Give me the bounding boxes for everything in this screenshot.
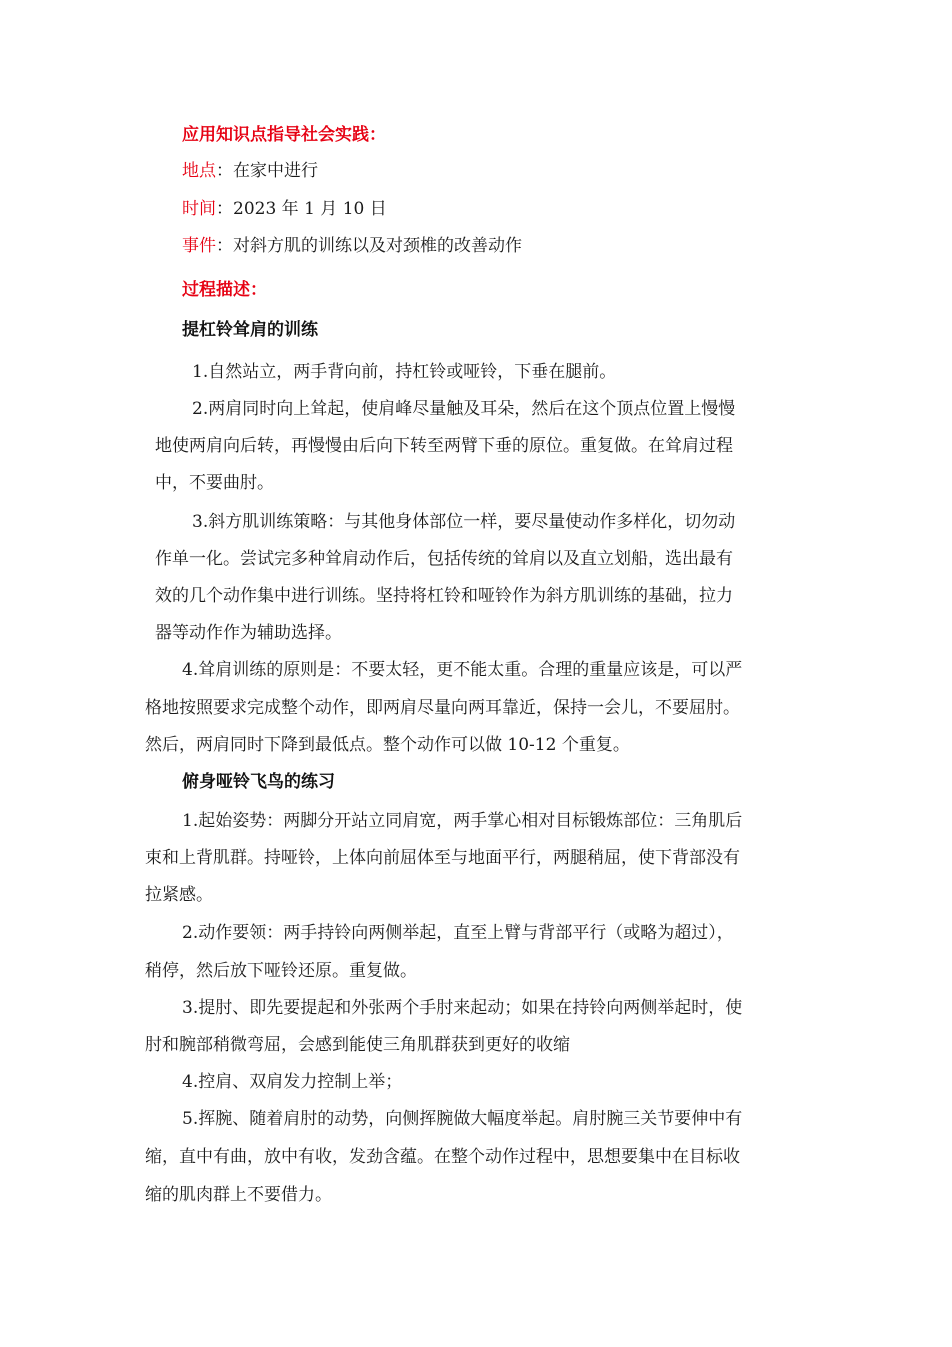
location-label: 地点 [182, 161, 216, 181]
section1-paragraph-4-line-2: 格地按照要求完成整个动作，即两肩尽量向两耳靠近，保持一会儿，不要屈肘。 [145, 698, 740, 718]
event-label: 事件 [182, 236, 216, 256]
section1-paragraph-2-line-1: 2.两肩同时向上耸起，使肩峰尽量触及耳朵，然后在这个顶点位置上慢慢 [192, 399, 736, 419]
time-value: ：2023 年 1 月 10 日 [216, 199, 387, 219]
section2-paragraph-5-line-1: 5.挥腕、随着肩肘的动势，向侧挥腕做大幅度举起。肩肘腕三关节要伸中有 [182, 1109, 743, 1129]
section2-paragraph-1-line-3: 拉紧感。 [145, 885, 213, 905]
section2-paragraph-5-line-3: 缩的肌肉群上不要借力。 [145, 1185, 332, 1205]
section2-paragraph-5-line-2: 缩，直中有曲，放中有收，发劲含蕴。在整个动作过程中，思想要集中在目标收 [145, 1147, 740, 1167]
section2-paragraph-4: 4.控肩、双肩发力控制上举； [182, 1072, 403, 1092]
section1-paragraph-3-line-3: 效的几个动作集中进行训练。坚持将杠铃和哑铃作为斜方肌训练的基础，拉力 [155, 586, 733, 606]
section1-paragraph-2-line-2: 地使两肩向后转，再慢慢由后向下转至两臂下垂的原位。重复做。在耸肩过程 [155, 436, 733, 456]
section1-paragraph-4-line-1: 4.耸肩训练的原则是：不要太轻，更不能太重。合理的重量应该是，可以严 [182, 660, 743, 680]
section1-paragraph-3-line-1: 3.斜方肌训练策略：与其他身体部位一样，要尽量使动作多样化，切勿动 [192, 512, 736, 532]
section2-paragraph-2-line-2: 稍停，然后放下哑铃还原。重复做。 [145, 961, 417, 981]
location-value: ：在家中进行 [216, 161, 318, 181]
process-heading: 过程描述： [182, 280, 267, 300]
section1-paragraph-3-line-4: 器等动作作为辅助选择。 [155, 623, 342, 643]
event-line [182, 235, 522, 257]
section1-paragraph-4-line-3: 然后，两肩同时下降到最低点。整个动作可以做 10-12 个重复。 [145, 735, 630, 755]
section1-title: 提杠铃耸肩的训练 [182, 320, 318, 340]
location-line [182, 160, 318, 182]
section1-paragraph-1: 1.自然站立，两手背向前，持杠铃或哑铃，下垂在腿前。 [192, 362, 617, 382]
section2-paragraph-2-line-1: 2.动作要领：两手持铃向两侧举起，直至上臂与背部平行（或略为超过）， [182, 923, 734, 943]
section1-paragraph-3-line-2: 作单一化。尝试完多种耸肩动作后，包括传统的耸肩以及直立划船，选出最有 [155, 549, 733, 569]
event-value: ：对斜方肌的训练以及对颈椎的改善动作 [216, 236, 522, 256]
section2-paragraph-1-line-1: 1.起始姿势：两脚分开站立同肩宽，两手掌心相对目标锻炼部位：三角肌后 [182, 811, 743, 831]
section2-paragraph-1-line-2: 束和上背肌群。持哑铃，上体向前屈体至与地面平行，两腿稍屈，使下背部没有 [145, 848, 740, 868]
time-label: 时间 [182, 199, 216, 219]
section2-paragraph-3-line-2: 肘和腕部稍微弯屈，会感到能使三角肌群获到更好的收缩 [145, 1035, 570, 1055]
section1-paragraph-2-line-3: 中，不要曲肘。 [155, 473, 274, 493]
section2-paragraph-3-line-1: 3.提肘、即先要提起和外张两个手肘来起动；如果在持铃向两侧举起时，使 [182, 998, 743, 1018]
practice-heading: 应用知识点指导社会实践： [182, 125, 386, 145]
section2-title: 俯身哑铃飞鸟的练习 [182, 772, 335, 792]
time-line [182, 198, 387, 220]
